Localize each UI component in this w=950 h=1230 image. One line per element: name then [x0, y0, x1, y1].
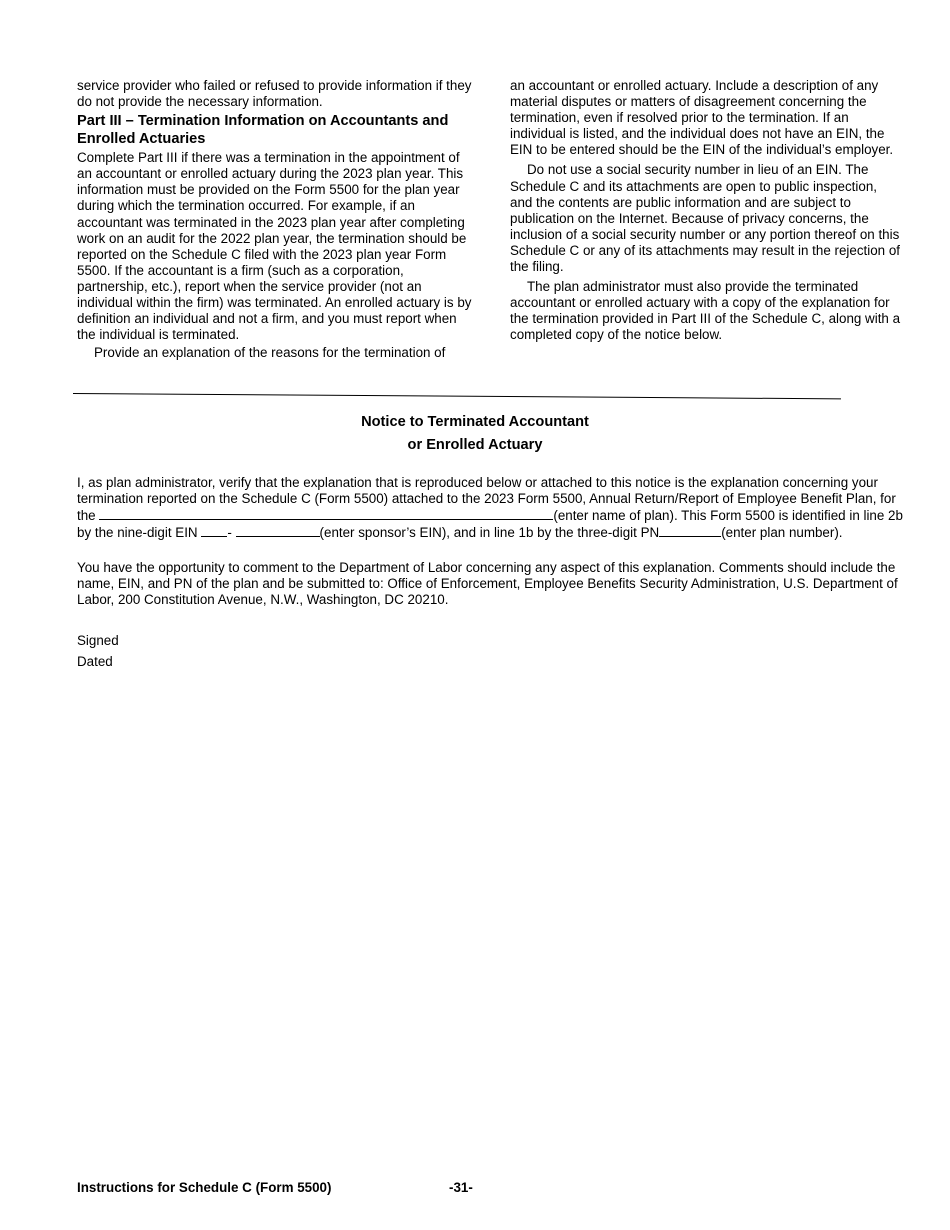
plan-name-field[interactable] — [99, 507, 553, 520]
dated-label: Dated — [77, 654, 113, 669]
right-paragraph-2: Do not use a social security number in lieu of an EIN. The Schedule C and its attachments are open to public inspection, and the contents are public information and are subject to publication on the Internet. Because of privacy concerns, the inclusion of a social security number or any portion thereof on this Schedule C or any of its attachments may result in the rejection of the filing. — [510, 162, 901, 275]
page-number: -31- — [449, 1180, 473, 1195]
notice-paragraph-1 — [77, 475, 907, 541]
signed-label: Signed — [77, 633, 119, 648]
notice-title-line-2: or Enrolled Actuary — [407, 437, 543, 453]
continuation-text: service provider who failed or refused to provide information if they do not provide the necessary information. — [77, 78, 472, 110]
section-divider — [73, 393, 841, 399]
notice-text-2: (enter name of plan). This Form 5500 is identified in line 2b by the nine-digit EIN — [77, 508, 903, 541]
ein-dash: - — [227, 525, 232, 541]
plan-number-field[interactable] — [659, 524, 721, 537]
notice-text-4: (enter plan number). — [721, 525, 843, 541]
right-column — [510, 78, 903, 344]
ein-prefix-field[interactable] — [201, 524, 227, 537]
ein-field[interactable] — [236, 524, 320, 537]
notice-text-1: I, as plan administrator, verify that the explanation that is reproduced below or attached to this notice is the explanation concerning your termination reported on the Schedule C (Form 5500) attached to the 2023 Form 5500, Annual Return/Report of Employee Benefit Plan, for the — [77, 475, 896, 524]
notice-comment-text: You have the opportunity to comment to the Department of Labor concerning any aspect of this explanation. Comments should include the name, EIN, and PN of the plan and be submitted to: Office of Enforcement, Employee Benefits Security Administration, U.S. Department of Labor, 200 Constitution Avenue, N.W., Washington, DC 20210. — [77, 560, 898, 608]
part3-heading: Part III – Termination Information on Accountants and Enrolled Actuaries — [77, 113, 449, 148]
left-column — [77, 78, 472, 361]
notice-text-3: (enter sponsor’s EIN), and in line 1b by the three-digit PN — [319, 525, 660, 541]
right-paragraph-1: an accountant or enrolled actuary. Include a description of any material disputes or matters of disagreement concerning the termination, even if resolved prior to the termination. If an individual is listed, and the individual does not have an EIN, the EIN to be entered should be the EIN of the individual’s employer. — [510, 78, 894, 158]
footer-title: Instructions for Schedule C (Form 5500) — [77, 1180, 332, 1195]
part3-paragraph-1: Complete Part III if there was a termination in the appointment of an accountant or enrolled actuary during the 2023 plan year. This information must be provided on the Form 5500 for the plan year during which the termination occurred. For example, if an accountant was terminated in the 2023 plan year after completing work on an audit for the 2022 plan year, the termination should be reported on the Schedule C filed with the 2023 plan year Form 5500. If the accountant is a firm (such as a corporation, partnership, etc.), report when the service provider (not an individual within the firm) was terminated. An enrolled actuary is by definition an individual and not a firm, and you must report when the individual is terminated. — [77, 150, 472, 343]
right-paragraph-3: The plan administrator must also provide the terminated accountant or enrolled actuary with a copy of the explanation for the termination provided in Part III of the Schedule C, along with a completed copy of the notice below. — [510, 279, 901, 343]
notice-title-line-1: Notice to Terminated Accountant — [361, 414, 589, 430]
notice-paragraph-2 — [77, 560, 907, 608]
part3-paragraph-2: Provide an explanation of the reasons for the termination of — [94, 345, 446, 361]
